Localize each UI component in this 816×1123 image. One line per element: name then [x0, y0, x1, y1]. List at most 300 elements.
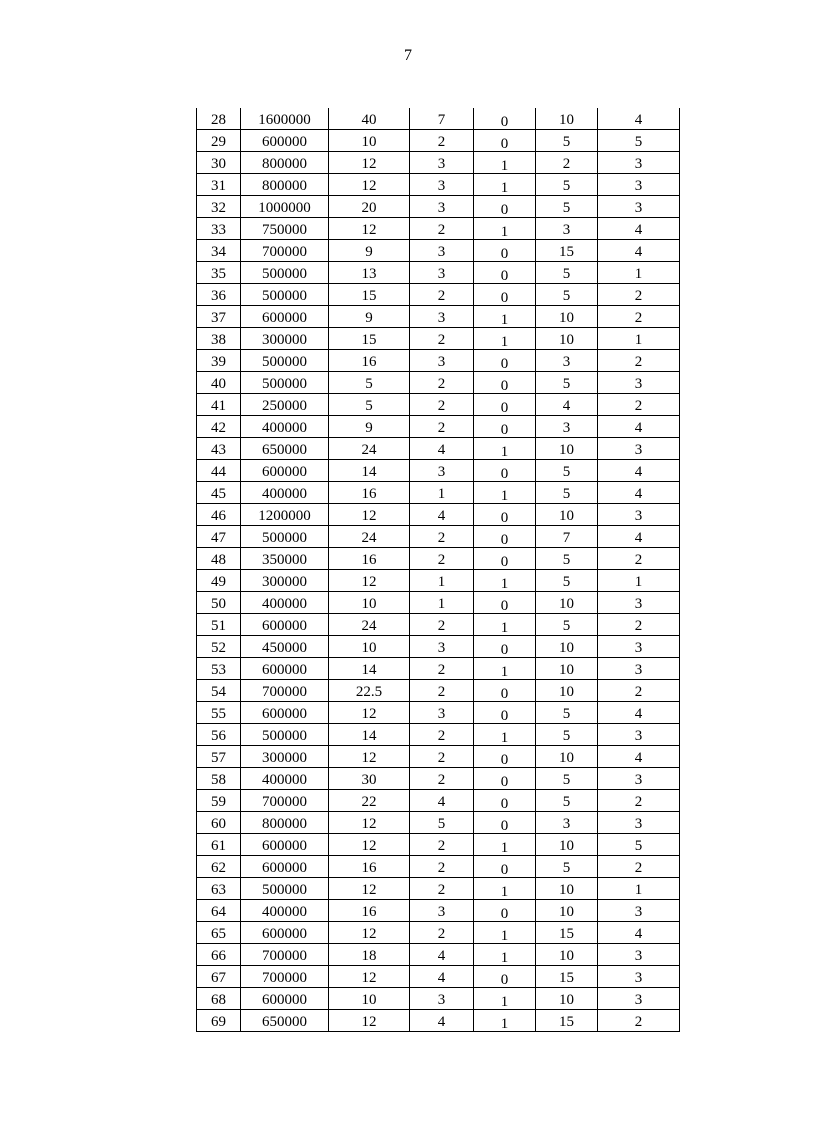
table-cell — [329, 944, 410, 966]
cell-value: 32 — [211, 200, 226, 216]
cell-value: 55 — [211, 706, 226, 722]
table-cell — [241, 900, 329, 922]
table-row — [197, 284, 680, 306]
cell-value: 2 — [634, 398, 643, 414]
cell-value: 3 — [634, 442, 643, 458]
table-row — [197, 702, 680, 724]
cell-value: 57 — [211, 750, 226, 766]
cell-value: 500000 — [262, 530, 307, 546]
table-cell — [197, 900, 241, 922]
table-cell — [329, 372, 410, 394]
cell-value: 1200000 — [258, 508, 311, 524]
cell-value: 3 — [562, 354, 571, 370]
table-cell — [536, 240, 598, 262]
table-cell — [536, 592, 598, 614]
cell-value: 300000 — [262, 750, 307, 766]
table-cell — [474, 174, 536, 196]
cell-value: 2 — [437, 772, 446, 788]
table-cell — [598, 306, 680, 328]
table-row — [197, 922, 680, 944]
cell-value: 500000 — [262, 882, 307, 898]
table-cell — [197, 372, 241, 394]
table-cell — [474, 306, 536, 328]
cell-value: 600000 — [262, 926, 307, 942]
cell-value: 4 — [437, 442, 446, 458]
table-cell — [241, 130, 329, 152]
table-cell — [598, 240, 680, 262]
table-cell — [410, 460, 474, 482]
cell-value: 1 — [500, 928, 509, 944]
table-cell — [474, 526, 536, 548]
cell-value: 0 — [500, 774, 509, 790]
cell-value: 5 — [562, 178, 571, 194]
cell-value: 7 — [562, 530, 571, 546]
table-cell — [329, 438, 410, 460]
table-cell — [474, 152, 536, 174]
table-cell — [197, 746, 241, 768]
table-cell — [410, 922, 474, 944]
table-cell — [598, 504, 680, 526]
table-row — [197, 680, 680, 702]
table-cell — [474, 548, 536, 570]
table-cell — [197, 812, 241, 834]
table-cell — [474, 394, 536, 416]
table-row — [197, 900, 680, 922]
table-cell — [197, 702, 241, 724]
table-cell — [410, 592, 474, 614]
table-cell — [410, 614, 474, 636]
cell-value: 0 — [500, 906, 509, 922]
table-cell — [329, 746, 410, 768]
cell-value: 58 — [211, 772, 226, 788]
cell-value: 2 — [634, 288, 643, 304]
table-cell — [241, 306, 329, 328]
table-cell — [536, 372, 598, 394]
table-cell — [536, 460, 598, 482]
cell-value: 16 — [361, 904, 377, 920]
cell-value: 500000 — [262, 288, 307, 304]
table-cell — [536, 174, 598, 196]
table-cell — [410, 570, 474, 592]
cell-value: 12 — [361, 882, 377, 898]
table-cell — [474, 900, 536, 922]
cell-value: 0 — [500, 268, 509, 284]
cell-value: 15 — [559, 1014, 574, 1030]
table-cell — [474, 834, 536, 856]
cell-value: 1 — [500, 1016, 509, 1032]
table-cell — [598, 988, 680, 1010]
cell-value: 5 — [437, 816, 446, 832]
cell-value: 29 — [211, 134, 226, 150]
table-cell — [536, 262, 598, 284]
cell-value: 3 — [634, 156, 643, 172]
table-cell — [598, 812, 680, 834]
cell-value: 3 — [437, 640, 446, 656]
table-cell — [410, 878, 474, 900]
cell-value: 2 — [437, 420, 446, 436]
table-cell — [197, 262, 241, 284]
table-cell — [598, 592, 680, 614]
cell-value: 1 — [500, 664, 509, 680]
table-cell — [536, 768, 598, 790]
cell-value: 1 — [437, 596, 446, 612]
table-cell — [329, 196, 410, 218]
table-cell — [598, 680, 680, 702]
table-cell — [241, 592, 329, 614]
cell-value: 2 — [437, 552, 446, 568]
cell-value: 5 — [562, 376, 571, 392]
cell-value: 10 — [559, 992, 574, 1008]
table-cell — [598, 614, 680, 636]
cell-value: 1 — [437, 486, 446, 502]
table-cell — [474, 284, 536, 306]
cell-value: 3 — [437, 178, 446, 194]
table-cell — [410, 1010, 474, 1032]
cell-value: 600000 — [262, 706, 307, 722]
cell-value: 3 — [437, 706, 446, 722]
table-cell — [474, 196, 536, 218]
table-cell — [329, 900, 410, 922]
cell-value: 3 — [634, 178, 643, 194]
cell-value: 600000 — [262, 464, 307, 480]
cell-value: 12 — [361, 178, 377, 194]
cell-value: 1 — [634, 332, 643, 348]
table-cell — [241, 350, 329, 372]
table-cell — [197, 350, 241, 372]
cell-value: 4 — [437, 794, 446, 810]
table-cell — [197, 922, 241, 944]
cell-value: 24 — [361, 530, 377, 546]
cell-value: 400000 — [262, 420, 307, 436]
table-cell — [474, 262, 536, 284]
cell-value: 5 — [562, 772, 571, 788]
cell-value: 2 — [634, 860, 643, 876]
table-row — [197, 834, 680, 856]
cell-value: 1 — [500, 158, 509, 174]
table-cell — [241, 1010, 329, 1032]
cell-value: 28 — [211, 112, 226, 128]
table-cell — [241, 746, 329, 768]
cell-value: 0 — [500, 466, 509, 482]
table-row — [197, 394, 680, 416]
table-cell — [536, 416, 598, 438]
cell-value: 600000 — [262, 860, 307, 876]
cell-value: 2 — [437, 882, 446, 898]
cell-value: 2 — [437, 398, 446, 414]
table-cell — [241, 702, 329, 724]
table-cell — [598, 218, 680, 240]
cell-value: 3 — [634, 948, 643, 964]
table-cell — [536, 196, 598, 218]
table-cell — [329, 614, 410, 636]
cell-value: 0 — [500, 246, 509, 262]
table-cell — [241, 614, 329, 636]
table-row — [197, 328, 680, 350]
cell-value: 12 — [361, 750, 377, 766]
table-cell — [474, 592, 536, 614]
table-cell — [329, 592, 410, 614]
table-cell — [410, 966, 474, 988]
table-cell — [329, 174, 410, 196]
cell-value: 12 — [361, 970, 377, 986]
table-cell — [598, 438, 680, 460]
page-number: 7 — [404, 47, 412, 64]
cell-value: 5 — [562, 266, 571, 282]
cell-value: 600000 — [262, 992, 307, 1008]
table-cell — [329, 548, 410, 570]
cell-value: 1 — [500, 488, 509, 504]
table-cell — [598, 768, 680, 790]
table-cell — [410, 306, 474, 328]
table-cell — [329, 130, 410, 152]
cell-value: 3 — [634, 640, 643, 656]
table-row — [197, 108, 680, 130]
table-cell — [598, 658, 680, 680]
table-cell — [329, 768, 410, 790]
cell-value: 3 — [437, 200, 446, 216]
table-cell — [197, 218, 241, 240]
table-cell — [410, 130, 474, 152]
cell-value: 69 — [211, 1014, 226, 1030]
cell-value: 22 — [361, 794, 377, 810]
cell-value: 56 — [211, 728, 226, 744]
cell-value: 500000 — [262, 728, 307, 744]
table-cell — [241, 482, 329, 504]
table-cell — [598, 570, 680, 592]
cell-value: 0 — [500, 290, 509, 306]
cell-value: 5 — [365, 398, 373, 414]
table-cell — [197, 988, 241, 1010]
table-cell — [410, 482, 474, 504]
table-row — [197, 174, 680, 196]
table-cell — [410, 152, 474, 174]
cell-value: 3 — [634, 772, 643, 788]
cell-value: 0 — [500, 708, 509, 724]
cell-value: 0 — [500, 818, 509, 834]
table-cell — [197, 416, 241, 438]
cell-value: 3 — [562, 222, 571, 238]
table-cell — [410, 944, 474, 966]
table-cell — [536, 526, 598, 548]
cell-value: 42 — [211, 420, 226, 436]
table-cell — [598, 724, 680, 746]
table-cell — [329, 460, 410, 482]
cell-value: 5 — [365, 376, 373, 392]
table-cell — [536, 394, 598, 416]
cell-value: 5 — [634, 134, 643, 150]
cell-value: 2 — [634, 794, 643, 810]
table-cell — [241, 218, 329, 240]
table-row — [197, 614, 680, 636]
table-row — [197, 746, 680, 768]
cell-value: 12 — [361, 508, 377, 524]
table-cell — [197, 724, 241, 746]
cell-value: 0 — [500, 972, 509, 988]
table-cell — [197, 592, 241, 614]
cell-value: 600000 — [262, 662, 307, 678]
table-cell — [598, 108, 680, 130]
table-cell — [536, 108, 598, 130]
cell-value: 3 — [634, 992, 643, 1008]
cell-value: 15 — [559, 970, 574, 986]
table-cell — [241, 284, 329, 306]
table-cell — [241, 526, 329, 548]
table-cell — [474, 504, 536, 526]
cell-value: 4 — [634, 926, 643, 942]
table-cell — [536, 944, 598, 966]
table-cell — [410, 394, 474, 416]
table-cell — [241, 372, 329, 394]
table-cell — [197, 856, 241, 878]
table-cell — [197, 130, 241, 152]
table-row — [197, 592, 680, 614]
cell-value: 7 — [437, 112, 446, 128]
table-cell — [536, 284, 598, 306]
table-cell — [329, 350, 410, 372]
table-cell — [410, 548, 474, 570]
cell-value: 18 — [361, 948, 377, 964]
cell-value: 12 — [361, 222, 377, 238]
cell-value: 12 — [361, 706, 377, 722]
cell-value: 0 — [500, 356, 509, 372]
table-cell — [410, 636, 474, 658]
cell-value: 2 — [562, 156, 571, 172]
cell-value: 0 — [500, 686, 509, 702]
table-cell — [241, 658, 329, 680]
table-cell — [410, 988, 474, 1010]
cell-value: 10 — [559, 750, 574, 766]
cell-value: 3 — [634, 596, 643, 612]
table-cell — [410, 746, 474, 768]
table-cell — [598, 922, 680, 944]
cell-value: 10 — [361, 134, 377, 150]
cell-value: 2 — [437, 662, 446, 678]
table-cell — [598, 328, 680, 350]
table-cell — [536, 1010, 598, 1032]
table-cell — [598, 856, 680, 878]
table-row — [197, 856, 680, 878]
table-cell — [598, 174, 680, 196]
cell-value: 2 — [437, 860, 446, 876]
table-cell — [474, 328, 536, 350]
table-cell — [536, 834, 598, 856]
cell-value: 2 — [634, 1014, 643, 1030]
table-cell — [536, 504, 598, 526]
table-cell — [536, 746, 598, 768]
table-cell — [598, 284, 680, 306]
cell-value: 3 — [634, 200, 643, 216]
cell-value: 0 — [500, 554, 509, 570]
table-cell — [410, 328, 474, 350]
table-cell — [598, 636, 680, 658]
table-row — [197, 768, 680, 790]
cell-value: 4 — [634, 222, 643, 238]
cell-value: 10 — [559, 640, 574, 656]
data-table — [196, 108, 680, 1032]
table-cell — [474, 482, 536, 504]
table-cell — [536, 152, 598, 174]
table-cell — [598, 790, 680, 812]
table-cell — [598, 548, 680, 570]
table-cell — [241, 394, 329, 416]
table-cell — [474, 768, 536, 790]
cell-value: 500000 — [262, 376, 307, 392]
table-cell — [536, 724, 598, 746]
cell-value: 700000 — [262, 244, 307, 260]
table-cell — [598, 702, 680, 724]
table-cell — [241, 636, 329, 658]
cell-value: 0 — [500, 202, 509, 218]
cell-value: 10 — [559, 882, 574, 898]
table-cell — [241, 724, 329, 746]
table-cell — [474, 724, 536, 746]
cell-value: 0 — [500, 796, 509, 812]
cell-value: 39 — [211, 354, 226, 370]
table-cell — [474, 658, 536, 680]
table-cell — [598, 878, 680, 900]
table-cell — [410, 174, 474, 196]
table-cell — [329, 482, 410, 504]
table-cell — [241, 174, 329, 196]
cell-value: 14 — [361, 662, 377, 678]
cell-value: 4 — [634, 464, 643, 480]
table-cell — [474, 636, 536, 658]
table-cell — [474, 438, 536, 460]
table-cell — [241, 328, 329, 350]
cell-value: 34 — [211, 244, 226, 260]
table-cell — [410, 240, 474, 262]
table-cell — [410, 856, 474, 878]
table-cell — [598, 460, 680, 482]
table-cell — [329, 922, 410, 944]
table-cell — [197, 1010, 241, 1032]
table-cell — [410, 218, 474, 240]
table-cell — [536, 328, 598, 350]
cell-value: 5 — [562, 794, 571, 810]
cell-value: 0 — [500, 642, 509, 658]
cell-value: 3 — [634, 728, 643, 744]
table-cell — [536, 218, 598, 240]
cell-value: 10 — [559, 948, 574, 964]
cell-value: 12 — [361, 816, 377, 832]
table-cell — [329, 218, 410, 240]
cell-value: 61 — [211, 838, 226, 854]
table-cell — [241, 460, 329, 482]
table-cell — [197, 636, 241, 658]
table-row — [197, 790, 680, 812]
table-cell — [329, 636, 410, 658]
cell-value: 2 — [437, 838, 446, 854]
cell-value: 10 — [559, 596, 574, 612]
cell-value: 10 — [559, 442, 574, 458]
cell-value: 4 — [634, 112, 643, 128]
table-cell — [536, 548, 598, 570]
cell-value: 5 — [562, 860, 571, 876]
cell-value: 3 — [562, 420, 571, 436]
cell-value: 67 — [211, 970, 226, 986]
cell-value: 1 — [500, 620, 509, 636]
table-cell — [197, 834, 241, 856]
cell-value: 1600000 — [258, 112, 311, 128]
cell-value: 46 — [211, 508, 226, 524]
table-cell — [536, 702, 598, 724]
cell-value: 0 — [500, 752, 509, 768]
table-row — [197, 570, 680, 592]
table-cell — [474, 570, 536, 592]
cell-value: 4 — [437, 948, 446, 964]
table-cell — [598, 196, 680, 218]
table-cell — [536, 790, 598, 812]
